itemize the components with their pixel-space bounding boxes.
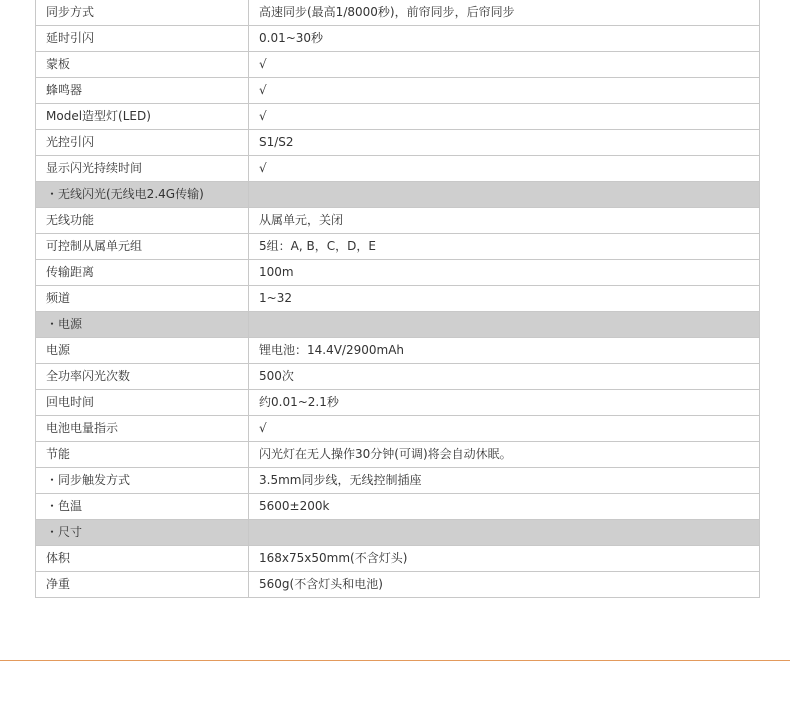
spec-label: 全功率闪光次数 [36,364,249,390]
spec-value: 5600±200k [249,494,760,520]
spec-value: √ [249,78,760,104]
section-header-row [36,312,760,338]
spec-label: 净重 [36,572,249,598]
table-row [36,572,760,598]
spec-value: √ [249,52,760,78]
spec-label: 延时引闪 [36,26,249,52]
table-row [36,208,760,234]
table-row [36,52,760,78]
table-row [36,494,760,520]
table-row [36,78,760,104]
table-row [36,104,760,130]
table-row [36,416,760,442]
table-row [36,468,760,494]
table-row [36,390,760,416]
table-row [36,0,760,26]
spec-label: 蒙板 [36,52,249,78]
table-row [36,26,760,52]
section-title: ・尺寸 [36,520,249,546]
spec-label: 无线功能 [36,208,249,234]
spec-value [249,312,760,338]
spec-label: 回电时间 [36,390,249,416]
spec-label: 同步方式 [36,0,249,26]
spec-value: 高速同步(最高1/8000秒)，前帘同步，后帘同步 [249,0,760,26]
table-row [36,286,760,312]
bottom-divider [0,660,790,661]
table-row [36,442,760,468]
spec-label: 频道 [36,286,249,312]
spec-label: 显示闪光持续时间 [36,156,249,182]
spec-value: √ [249,416,760,442]
spec-value: S1/S2 [249,130,760,156]
section-title: ・电源 [36,312,249,338]
spec-value: 从属单元，关闭 [249,208,760,234]
spec-table [35,0,760,598]
table-row [36,260,760,286]
spec-label: 电池电量指示 [36,416,249,442]
spec-value: 5组：A, B，C，D，E [249,234,760,260]
spec-value: 0.01~30秒 [249,26,760,52]
table-row [36,156,760,182]
spec-value: √ [249,156,760,182]
spec-value: 3.5mm同步线，无线控制插座 [249,468,760,494]
table-row [36,364,760,390]
spec-value: 锂电池：14.4V/2900mAh [249,338,760,364]
spec-value: 约0.01~2.1秒 [249,390,760,416]
spec-label: 节能 [36,442,249,468]
spec-label: 体积 [36,546,249,572]
table-row [36,338,760,364]
spec-value [249,520,760,546]
spec-value: 1~32 [249,286,760,312]
table-row [36,130,760,156]
spec-value: 500次 [249,364,760,390]
section-title: ・无线闪光(无线电2.4G传输) [36,182,249,208]
spec-label: ・同步触发方式 [36,468,249,494]
spec-label: 可控制从属单元组 [36,234,249,260]
spec-table-body [36,0,760,598]
spec-value: 560g(不含灯头和电池) [249,572,760,598]
spec-label: 光控引闪 [36,130,249,156]
spec-value [249,182,760,208]
spec-value: √ [249,104,760,130]
spec-value: 闪光灯在无人操作30分钟(可调)将会自动休眠。 [249,442,760,468]
table-row [36,234,760,260]
section-header-row [36,182,760,208]
section-header-row [36,520,760,546]
spec-label: 传输距离 [36,260,249,286]
spec-label: ・色温 [36,494,249,520]
table-row [36,546,760,572]
spec-label: 蜂鸣器 [36,78,249,104]
spec-value: 168x75x50mm(不含灯头) [249,546,760,572]
spec-value: 100m [249,260,760,286]
spec-label: 电源 [36,338,249,364]
spec-label: Model造型灯(LED) [36,104,249,130]
